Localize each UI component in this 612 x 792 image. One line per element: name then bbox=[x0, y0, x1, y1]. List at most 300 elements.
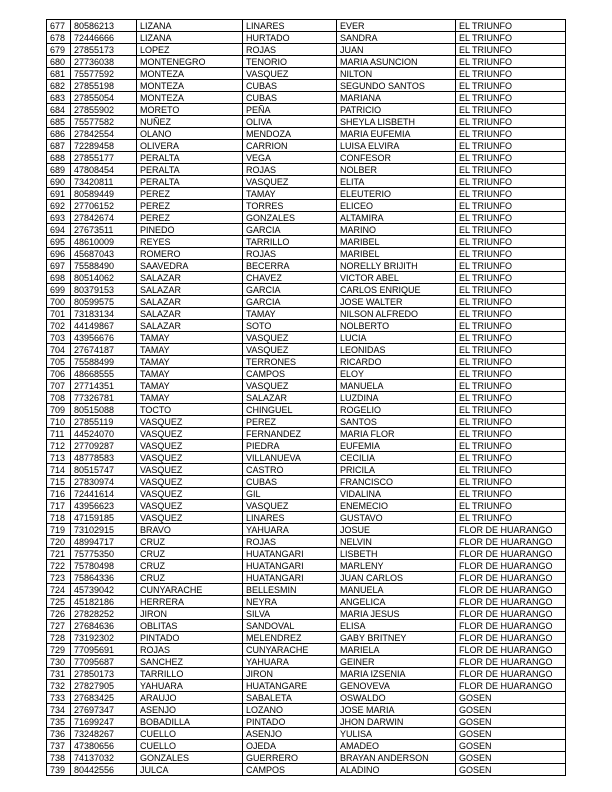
second-surname-cell: HUATANGARI bbox=[243, 548, 337, 560]
dni-cell: 80589449 bbox=[71, 188, 137, 200]
second-surname-cell: HUATANGARI bbox=[243, 560, 337, 572]
dni-cell: 27709287 bbox=[71, 440, 137, 452]
dni-cell: 48778583 bbox=[71, 452, 137, 464]
row-number-cell: 738 bbox=[47, 752, 71, 764]
locality-cell: FLOR DE HUARANGO bbox=[456, 548, 566, 560]
row-number-cell: 720 bbox=[47, 536, 71, 548]
given-names-cell: ALADINO bbox=[337, 764, 456, 776]
dni-cell: 75588499 bbox=[71, 356, 137, 368]
locality-cell: EL TRIUNFO bbox=[456, 464, 566, 476]
table-row bbox=[47, 548, 566, 560]
first-surname-cell: YAHUARA bbox=[137, 680, 243, 692]
table-row bbox=[47, 344, 566, 356]
second-surname-cell: SABALETA bbox=[243, 692, 337, 704]
row-number-cell: 685 bbox=[47, 116, 71, 128]
row-number-cell: 698 bbox=[47, 272, 71, 284]
dni-cell: 27828252 bbox=[71, 608, 137, 620]
row-number-cell: 711 bbox=[47, 428, 71, 440]
second-surname-cell: CASTRO bbox=[243, 464, 337, 476]
given-names-cell: EVER bbox=[337, 20, 456, 32]
table-row bbox=[47, 200, 566, 212]
first-surname-cell: MONTEZA bbox=[137, 68, 243, 80]
row-number-cell: 710 bbox=[47, 416, 71, 428]
table-row bbox=[47, 392, 566, 404]
second-surname-cell: LINARES bbox=[243, 512, 337, 524]
given-names-cell: MARIA JESUS bbox=[337, 608, 456, 620]
table-row bbox=[47, 140, 566, 152]
given-names-cell: GUSTAVO bbox=[337, 512, 456, 524]
dni-cell: 44524070 bbox=[71, 428, 137, 440]
dni-cell: 27855902 bbox=[71, 104, 137, 116]
second-surname-cell: GONZALES bbox=[243, 212, 337, 224]
given-names-cell: BRAYAN ANDERSON bbox=[337, 752, 456, 764]
locality-cell: EL TRIUNFO bbox=[456, 380, 566, 392]
dni-cell: 71699247 bbox=[71, 716, 137, 728]
table-row bbox=[47, 764, 566, 776]
first-surname-cell: SALAZAR bbox=[137, 296, 243, 308]
table-row bbox=[47, 56, 566, 68]
second-surname-cell: OJEDA bbox=[243, 740, 337, 752]
row-number-cell: 739 bbox=[47, 764, 71, 776]
second-surname-cell: TAMAY bbox=[243, 308, 337, 320]
first-surname-cell: VASQUEZ bbox=[137, 488, 243, 500]
first-surname-cell: VASQUEZ bbox=[137, 512, 243, 524]
given-names-cell: PATRICIO bbox=[337, 104, 456, 116]
row-number-cell: 678 bbox=[47, 32, 71, 44]
row-number-cell: 734 bbox=[47, 704, 71, 716]
table-row bbox=[47, 572, 566, 584]
dni-cell: 80514062 bbox=[71, 272, 137, 284]
locality-cell: EL TRIUNFO bbox=[456, 104, 566, 116]
row-number-cell: 677 bbox=[47, 20, 71, 32]
table-row bbox=[47, 716, 566, 728]
second-surname-cell: GIL bbox=[243, 488, 337, 500]
locality-cell: EL TRIUNFO bbox=[456, 152, 566, 164]
second-surname-cell: ROJAS bbox=[243, 164, 337, 176]
table-row bbox=[47, 164, 566, 176]
table-row bbox=[47, 44, 566, 56]
second-surname-cell: MELENDREZ bbox=[243, 632, 337, 644]
second-surname-cell: VASQUEZ bbox=[243, 344, 337, 356]
given-names-cell: PRICILA bbox=[337, 464, 456, 476]
table-row bbox=[47, 524, 566, 536]
dni-cell: 80379153 bbox=[71, 284, 137, 296]
dni-cell: 27855198 bbox=[71, 80, 137, 92]
second-surname-cell: TENORIO bbox=[243, 56, 337, 68]
first-surname-cell: TAMAY bbox=[137, 344, 243, 356]
first-surname-cell: SALAZAR bbox=[137, 284, 243, 296]
given-names-cell: LUCIA bbox=[337, 332, 456, 344]
first-surname-cell: REYES bbox=[137, 236, 243, 248]
given-names-cell: SANTOS bbox=[337, 416, 456, 428]
dni-cell: 27830974 bbox=[71, 476, 137, 488]
locality-cell: EL TRIUNFO bbox=[456, 320, 566, 332]
second-surname-cell: PEÑA bbox=[243, 104, 337, 116]
table-row bbox=[47, 560, 566, 572]
locality-cell: EL TRIUNFO bbox=[456, 428, 566, 440]
row-number-cell: 716 bbox=[47, 488, 71, 500]
first-surname-cell: CRUZ bbox=[137, 572, 243, 584]
given-names-cell: NILSON ALFREDO bbox=[337, 308, 456, 320]
locality-cell: EL TRIUNFO bbox=[456, 332, 566, 344]
row-number-cell: 689 bbox=[47, 164, 71, 176]
locality-cell: GOSEN bbox=[456, 692, 566, 704]
dni-cell: 27827905 bbox=[71, 680, 137, 692]
second-surname-cell: SANDOVAL bbox=[243, 620, 337, 632]
first-surname-cell: OBLITAS bbox=[137, 620, 243, 632]
first-surname-cell: BOBADILLA bbox=[137, 716, 243, 728]
given-names-cell: MARIBEL bbox=[337, 236, 456, 248]
table-row bbox=[47, 68, 566, 80]
row-number-cell: 702 bbox=[47, 320, 71, 332]
dni-cell: 27842674 bbox=[71, 212, 137, 224]
locality-cell: FLOR DE HUARANGO bbox=[456, 572, 566, 584]
table-row bbox=[47, 404, 566, 416]
locality-cell: FLOR DE HUARANGO bbox=[456, 668, 566, 680]
second-surname-cell: PINTADO bbox=[243, 716, 337, 728]
table-row bbox=[47, 476, 566, 488]
locality-cell: EL TRIUNFO bbox=[456, 200, 566, 212]
locality-cell: FLOR DE HUARANGO bbox=[456, 608, 566, 620]
row-number-cell: 679 bbox=[47, 44, 71, 56]
table-row bbox=[47, 260, 566, 272]
locality-cell: EL TRIUNFO bbox=[456, 308, 566, 320]
dni-cell: 77326781 bbox=[71, 392, 137, 404]
row-number-cell: 694 bbox=[47, 224, 71, 236]
second-surname-cell: PEREZ bbox=[243, 416, 337, 428]
row-number-cell: 700 bbox=[47, 296, 71, 308]
second-surname-cell: VASQUEZ bbox=[243, 176, 337, 188]
row-number-cell: 708 bbox=[47, 392, 71, 404]
dni-cell: 80442556 bbox=[71, 764, 137, 776]
first-surname-cell: PERALTA bbox=[137, 176, 243, 188]
locality-cell: GOSEN bbox=[456, 764, 566, 776]
first-surname-cell: CUELLO bbox=[137, 728, 243, 740]
dni-cell: 72446666 bbox=[71, 32, 137, 44]
first-surname-cell: MONTEZA bbox=[137, 92, 243, 104]
first-surname-cell: TAMAY bbox=[137, 392, 243, 404]
second-surname-cell: ROJAS bbox=[243, 248, 337, 260]
first-surname-cell: PEREZ bbox=[137, 188, 243, 200]
table-row bbox=[47, 692, 566, 704]
table-row bbox=[47, 752, 566, 764]
given-names-cell: NOLBER bbox=[337, 164, 456, 176]
table-row bbox=[47, 368, 566, 380]
row-number-cell: 721 bbox=[47, 548, 71, 560]
second-surname-cell: LOZANO bbox=[243, 704, 337, 716]
locality-cell: EL TRIUNFO bbox=[456, 512, 566, 524]
first-surname-cell: TAMAY bbox=[137, 332, 243, 344]
dni-cell: 27855173 bbox=[71, 44, 137, 56]
second-surname-cell: CAMPOS bbox=[243, 368, 337, 380]
row-number-cell: 692 bbox=[47, 200, 71, 212]
given-names-cell: AMADEO bbox=[337, 740, 456, 752]
first-surname-cell: ROJAS bbox=[137, 644, 243, 656]
locality-cell: EL TRIUNFO bbox=[456, 284, 566, 296]
table-row bbox=[47, 80, 566, 92]
first-surname-cell: OLANO bbox=[137, 128, 243, 140]
first-surname-cell: JIRON bbox=[137, 608, 243, 620]
locality-cell: EL TRIUNFO bbox=[456, 92, 566, 104]
dni-cell: 73420811 bbox=[71, 176, 137, 188]
second-surname-cell: ROJAS bbox=[243, 536, 337, 548]
row-number-cell: 728 bbox=[47, 632, 71, 644]
first-surname-cell: CRUZ bbox=[137, 536, 243, 548]
dni-cell: 72441614 bbox=[71, 488, 137, 500]
second-surname-cell: VASQUEZ bbox=[243, 380, 337, 392]
row-number-cell: 691 bbox=[47, 188, 71, 200]
locality-cell: EL TRIUNFO bbox=[456, 500, 566, 512]
dni-cell: 44149867 bbox=[71, 320, 137, 332]
second-surname-cell: BECERRA bbox=[243, 260, 337, 272]
first-surname-cell: CUELLO bbox=[137, 740, 243, 752]
second-surname-cell: GARCIA bbox=[243, 284, 337, 296]
given-names-cell: RICARDO bbox=[337, 356, 456, 368]
dni-cell: 48668555 bbox=[71, 368, 137, 380]
locality-cell: EL TRIUNFO bbox=[456, 224, 566, 236]
first-surname-cell: MORETO bbox=[137, 104, 243, 116]
dni-cell: 27855177 bbox=[71, 152, 137, 164]
row-number-cell: 729 bbox=[47, 644, 71, 656]
locality-cell: EL TRIUNFO bbox=[456, 128, 566, 140]
table-row bbox=[47, 500, 566, 512]
locality-cell: EL TRIUNFO bbox=[456, 68, 566, 80]
table-row bbox=[47, 740, 566, 752]
given-names-cell: GENOVEVA bbox=[337, 680, 456, 692]
dni-cell: 80586213 bbox=[71, 20, 137, 32]
table-row bbox=[47, 704, 566, 716]
locality-cell: FLOR DE HUARANGO bbox=[456, 620, 566, 632]
table-row bbox=[47, 272, 566, 284]
given-names-cell: EUFEMIA bbox=[337, 440, 456, 452]
locality-cell: FLOR DE HUARANGO bbox=[456, 524, 566, 536]
given-names-cell: MARIANA bbox=[337, 92, 456, 104]
dni-cell: 27714351 bbox=[71, 380, 137, 392]
first-surname-cell: TAMAY bbox=[137, 380, 243, 392]
dni-cell: 27736038 bbox=[71, 56, 137, 68]
second-surname-cell: SALAZAR bbox=[243, 392, 337, 404]
locality-cell: FLOR DE HUARANGO bbox=[456, 584, 566, 596]
row-number-cell: 725 bbox=[47, 596, 71, 608]
row-number-cell: 717 bbox=[47, 500, 71, 512]
row-number-cell: 682 bbox=[47, 80, 71, 92]
first-surname-cell: ARAUJO bbox=[137, 692, 243, 704]
table-row bbox=[47, 20, 566, 32]
row-number-cell: 701 bbox=[47, 308, 71, 320]
table-row bbox=[47, 680, 566, 692]
row-number-cell: 731 bbox=[47, 668, 71, 680]
table-row bbox=[47, 152, 566, 164]
row-number-cell: 683 bbox=[47, 92, 71, 104]
locality-cell: GOSEN bbox=[456, 740, 566, 752]
locality-cell: FLOR DE HUARANGO bbox=[456, 680, 566, 692]
locality-cell: EL TRIUNFO bbox=[456, 260, 566, 272]
first-surname-cell: SAAVEDRA bbox=[137, 260, 243, 272]
given-names-cell: VIDALINA bbox=[337, 488, 456, 500]
given-names-cell: JHON DARWIN bbox=[337, 716, 456, 728]
second-surname-cell: CUBAS bbox=[243, 476, 337, 488]
dni-cell: 48994717 bbox=[71, 536, 137, 548]
dni-cell: 47808454 bbox=[71, 164, 137, 176]
first-surname-cell: VASQUEZ bbox=[137, 416, 243, 428]
first-surname-cell: PINEDO bbox=[137, 224, 243, 236]
dni-cell: 74137032 bbox=[71, 752, 137, 764]
first-surname-cell: VASQUEZ bbox=[137, 428, 243, 440]
given-names-cell: NILTON bbox=[337, 68, 456, 80]
second-surname-cell: SOTO bbox=[243, 320, 337, 332]
table-row bbox=[47, 308, 566, 320]
first-surname-cell: MONTEZA bbox=[137, 80, 243, 92]
first-surname-cell: TOCTO bbox=[137, 404, 243, 416]
given-names-cell: JOSE WALTER bbox=[337, 296, 456, 308]
given-names-cell: MANUELA bbox=[337, 380, 456, 392]
given-names-cell: NOLBERTO bbox=[337, 320, 456, 332]
first-surname-cell: JULCA bbox=[137, 764, 243, 776]
locality-cell: EL TRIUNFO bbox=[456, 56, 566, 68]
first-surname-cell: TAMAY bbox=[137, 368, 243, 380]
given-names-cell: VICTOR ABEL bbox=[337, 272, 456, 284]
dni-cell: 75577582 bbox=[71, 116, 137, 128]
locality-cell: FLOR DE HUARANGO bbox=[456, 560, 566, 572]
dni-cell: 73248267 bbox=[71, 728, 137, 740]
locality-cell: EL TRIUNFO bbox=[456, 116, 566, 128]
given-names-cell: ELICEO bbox=[337, 200, 456, 212]
dni-cell: 27673511 bbox=[71, 224, 137, 236]
row-number-cell: 726 bbox=[47, 608, 71, 620]
given-names-cell: YULISA bbox=[337, 728, 456, 740]
given-names-cell: MARIA ASUNCION bbox=[337, 56, 456, 68]
locality-cell: GOSEN bbox=[456, 728, 566, 740]
row-number-cell: 706 bbox=[47, 368, 71, 380]
row-number-cell: 737 bbox=[47, 740, 71, 752]
table-row bbox=[47, 248, 566, 260]
second-surname-cell: VEGA bbox=[243, 152, 337, 164]
locality-cell: EL TRIUNFO bbox=[456, 272, 566, 284]
table-row bbox=[47, 284, 566, 296]
table-row bbox=[47, 512, 566, 524]
given-names-cell: JUAN CARLOS bbox=[337, 572, 456, 584]
second-surname-cell: OLIVA bbox=[243, 116, 337, 128]
locality-cell: EL TRIUNFO bbox=[456, 440, 566, 452]
second-surname-cell: VASQUEZ bbox=[243, 500, 337, 512]
table-row bbox=[47, 656, 566, 668]
row-number-cell: 697 bbox=[47, 260, 71, 272]
second-surname-cell: ROJAS bbox=[243, 44, 337, 56]
row-number-cell: 736 bbox=[47, 728, 71, 740]
locality-cell: GOSEN bbox=[456, 752, 566, 764]
row-number-cell: 695 bbox=[47, 236, 71, 248]
second-surname-cell: CHINGUEL bbox=[243, 404, 337, 416]
first-surname-cell: VASQUEZ bbox=[137, 464, 243, 476]
given-names-cell: LISBETH bbox=[337, 548, 456, 560]
given-names-cell: MARIA FLOR bbox=[337, 428, 456, 440]
row-number-cell: 722 bbox=[47, 560, 71, 572]
locality-cell: EL TRIUNFO bbox=[456, 80, 566, 92]
dni-cell: 77095691 bbox=[71, 644, 137, 656]
locality-cell: EL TRIUNFO bbox=[456, 416, 566, 428]
first-surname-cell: PINTADO bbox=[137, 632, 243, 644]
row-number-cell: 709 bbox=[47, 404, 71, 416]
row-number-cell: 705 bbox=[47, 356, 71, 368]
first-surname-cell: ASENJO bbox=[137, 704, 243, 716]
second-surname-cell: VILLANUEVA bbox=[243, 452, 337, 464]
given-names-cell: SANDRA bbox=[337, 32, 456, 44]
second-surname-cell: TARRILLO bbox=[243, 236, 337, 248]
locality-cell: EL TRIUNFO bbox=[456, 188, 566, 200]
table-row bbox=[47, 632, 566, 644]
row-number-cell: 699 bbox=[47, 284, 71, 296]
dni-cell: 27706152 bbox=[71, 200, 137, 212]
second-surname-cell: CARRION bbox=[243, 140, 337, 152]
table-row bbox=[47, 332, 566, 344]
given-names-cell: SEGUNDO SANTOS bbox=[337, 80, 456, 92]
dni-cell: 45739042 bbox=[71, 584, 137, 596]
second-surname-cell: CHAVEZ bbox=[243, 272, 337, 284]
given-names-cell: CARLOS ENRIQUE bbox=[337, 284, 456, 296]
table-row bbox=[47, 464, 566, 476]
given-names-cell: GEINER bbox=[337, 656, 456, 668]
first-surname-cell: PEREZ bbox=[137, 212, 243, 224]
first-surname-cell: SANCHEZ bbox=[137, 656, 243, 668]
first-surname-cell: VASQUEZ bbox=[137, 440, 243, 452]
locality-cell: GOSEN bbox=[456, 716, 566, 728]
given-names-cell: JOSUE bbox=[337, 524, 456, 536]
second-surname-cell: HUATANGARI bbox=[243, 572, 337, 584]
table-row bbox=[47, 584, 566, 596]
locality-cell: EL TRIUNFO bbox=[456, 368, 566, 380]
first-surname-cell: NUÑEZ bbox=[137, 116, 243, 128]
table-row bbox=[47, 32, 566, 44]
given-names-cell: MARLENY bbox=[337, 560, 456, 572]
second-surname-cell: CAMPOS bbox=[243, 764, 337, 776]
given-names-cell: CECILIA bbox=[337, 452, 456, 464]
dni-cell: 45687043 bbox=[71, 248, 137, 260]
given-names-cell: JUAN bbox=[337, 44, 456, 56]
table-row bbox=[47, 536, 566, 548]
row-number-cell: 733 bbox=[47, 692, 71, 704]
second-surname-cell: CUBAS bbox=[243, 80, 337, 92]
dni-cell: 27674187 bbox=[71, 344, 137, 356]
table-row bbox=[47, 380, 566, 392]
dni-cell: 47159185 bbox=[71, 512, 137, 524]
first-surname-cell: PERALTA bbox=[137, 152, 243, 164]
table-row bbox=[47, 176, 566, 188]
table-row bbox=[47, 668, 566, 680]
table-row bbox=[47, 488, 566, 500]
row-number-cell: 690 bbox=[47, 176, 71, 188]
dni-cell: 75577592 bbox=[71, 68, 137, 80]
first-surname-cell: PEREZ bbox=[137, 200, 243, 212]
second-surname-cell: CUBAS bbox=[243, 92, 337, 104]
second-surname-cell: JIRON bbox=[243, 668, 337, 680]
second-surname-cell: YAHUARA bbox=[243, 656, 337, 668]
dni-cell: 47380656 bbox=[71, 740, 137, 752]
locality-cell: EL TRIUNFO bbox=[456, 344, 566, 356]
table-row bbox=[47, 320, 566, 332]
locality-cell: FLOR DE HUARANGO bbox=[456, 656, 566, 668]
table-row bbox=[47, 596, 566, 608]
row-number-cell: 712 bbox=[47, 440, 71, 452]
first-surname-cell: BRAVO bbox=[137, 524, 243, 536]
row-number-cell: 680 bbox=[47, 56, 71, 68]
given-names-cell: LEONIDAS bbox=[337, 344, 456, 356]
table-row bbox=[47, 212, 566, 224]
row-number-cell: 724 bbox=[47, 584, 71, 596]
first-surname-cell: SALAZAR bbox=[137, 320, 243, 332]
table-row bbox=[47, 644, 566, 656]
second-surname-cell: SILVA bbox=[243, 608, 337, 620]
given-names-cell: ROGELIO bbox=[337, 404, 456, 416]
